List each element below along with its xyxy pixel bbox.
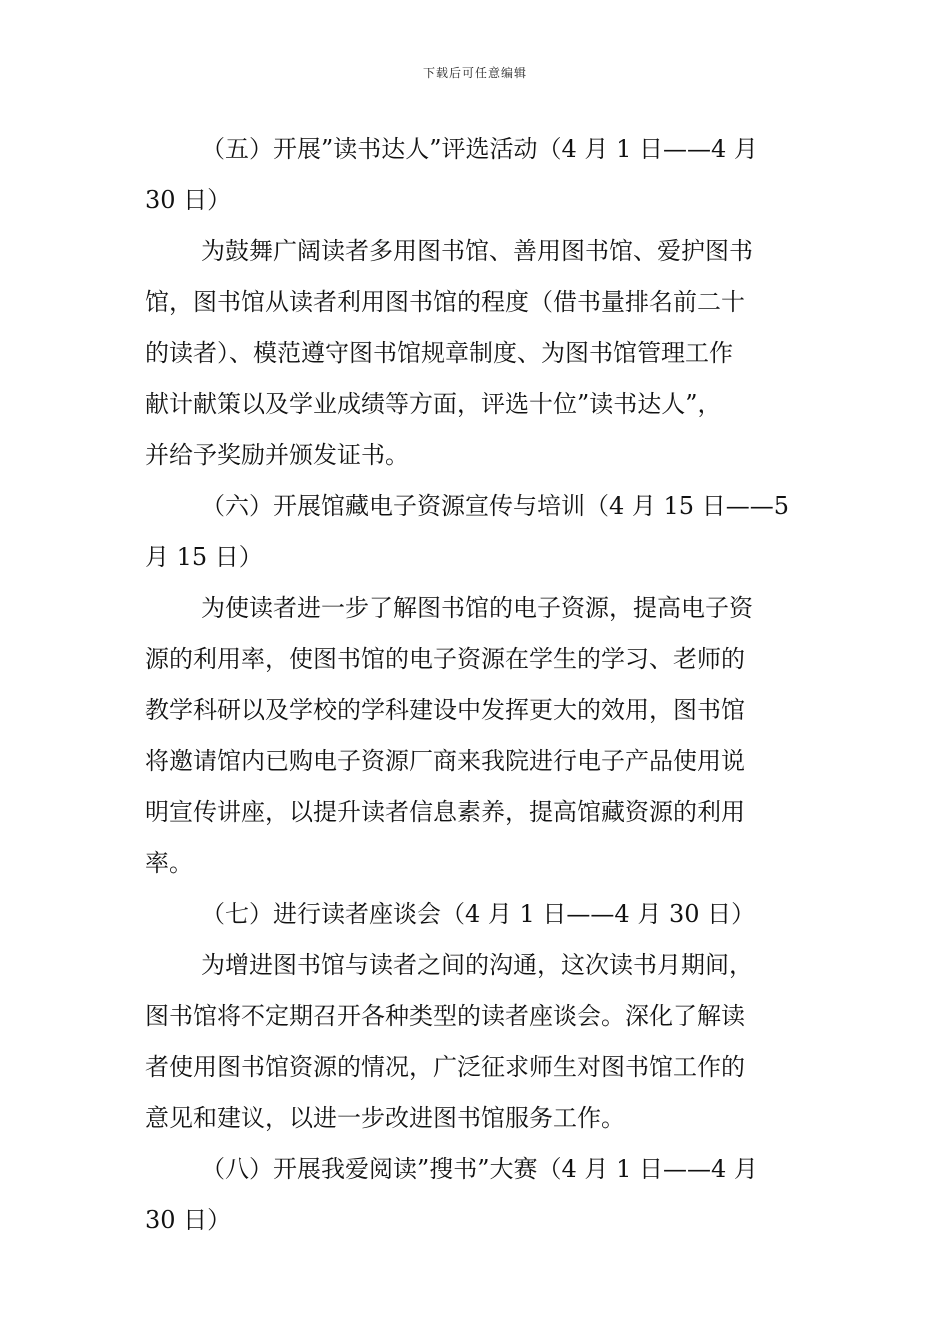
text-line: 月 15 日） [145, 543, 263, 571]
paragraph-start: 为鼓舞广阔读者多用图书馆、善用图书馆、爱护图书 [201, 237, 753, 265]
header-note: 下载后可任意编辑 [422, 66, 527, 80]
section-heading-6: （六）开展馆藏电子资源宣传与培训（4 月 15 日——5 [201, 492, 789, 520]
text-line: 明宣传讲座，以提升读者信息素养，提高馆藏资源的利用 [145, 798, 745, 826]
section-heading-8: （八）开展我爱阅读”搜书”大赛（4 月 1 日——4 月 [201, 1155, 758, 1183]
text-line: 意见和建议，以进一步改进图书馆服务工作。 [145, 1104, 625, 1132]
text-line: 的读者）、模范遵守图书馆规章制度、为图书馆管理工作 [145, 339, 733, 367]
text-line: 将邀请馆内已购电子资源厂商来我院进行电子产品使用说 [145, 747, 745, 775]
section-heading-7: （七）进行读者座谈会（4 月 1 日——4 月 30 日） [201, 900, 756, 928]
document-body [145, 124, 807, 1246]
text-line: 馆，图书馆从读者利用图书馆的程度（借书量排名前二十 [145, 288, 745, 316]
text-line: 30 日） [145, 186, 232, 214]
text-line: 并给予奖励并颁发证书。 [145, 441, 409, 469]
paragraph-start: 为增进图书馆与读者之间的沟通，这次读书月期间， [201, 951, 753, 979]
text-line: 源的利用率，使图书馆的电子资源在学生的学习、老师的 [145, 645, 745, 673]
text-line: 献计献策以及学业成绩等方面，评选十位”读书达人”， [145, 390, 722, 418]
text-line: 者使用图书馆资源的情况，广泛征求师生对图书馆工作的 [145, 1053, 745, 1081]
paragraph-start: 为使读者进一步了解图书馆的电子资源，提高电子资 [201, 594, 753, 622]
text-line: 图书馆将不定期召开各种类型的读者座谈会。深化了解读 [145, 1002, 745, 1030]
section-heading-5: （五）开展”读书达人”评选活动（4 月 1 日——4 月 [201, 135, 758, 163]
text-line: 率。 [145, 849, 193, 877]
text-line: 30 日） [145, 1206, 232, 1234]
text-line: 教学科研以及学校的学科建设中发挥更大的效用，图书馆 [145, 696, 745, 724]
